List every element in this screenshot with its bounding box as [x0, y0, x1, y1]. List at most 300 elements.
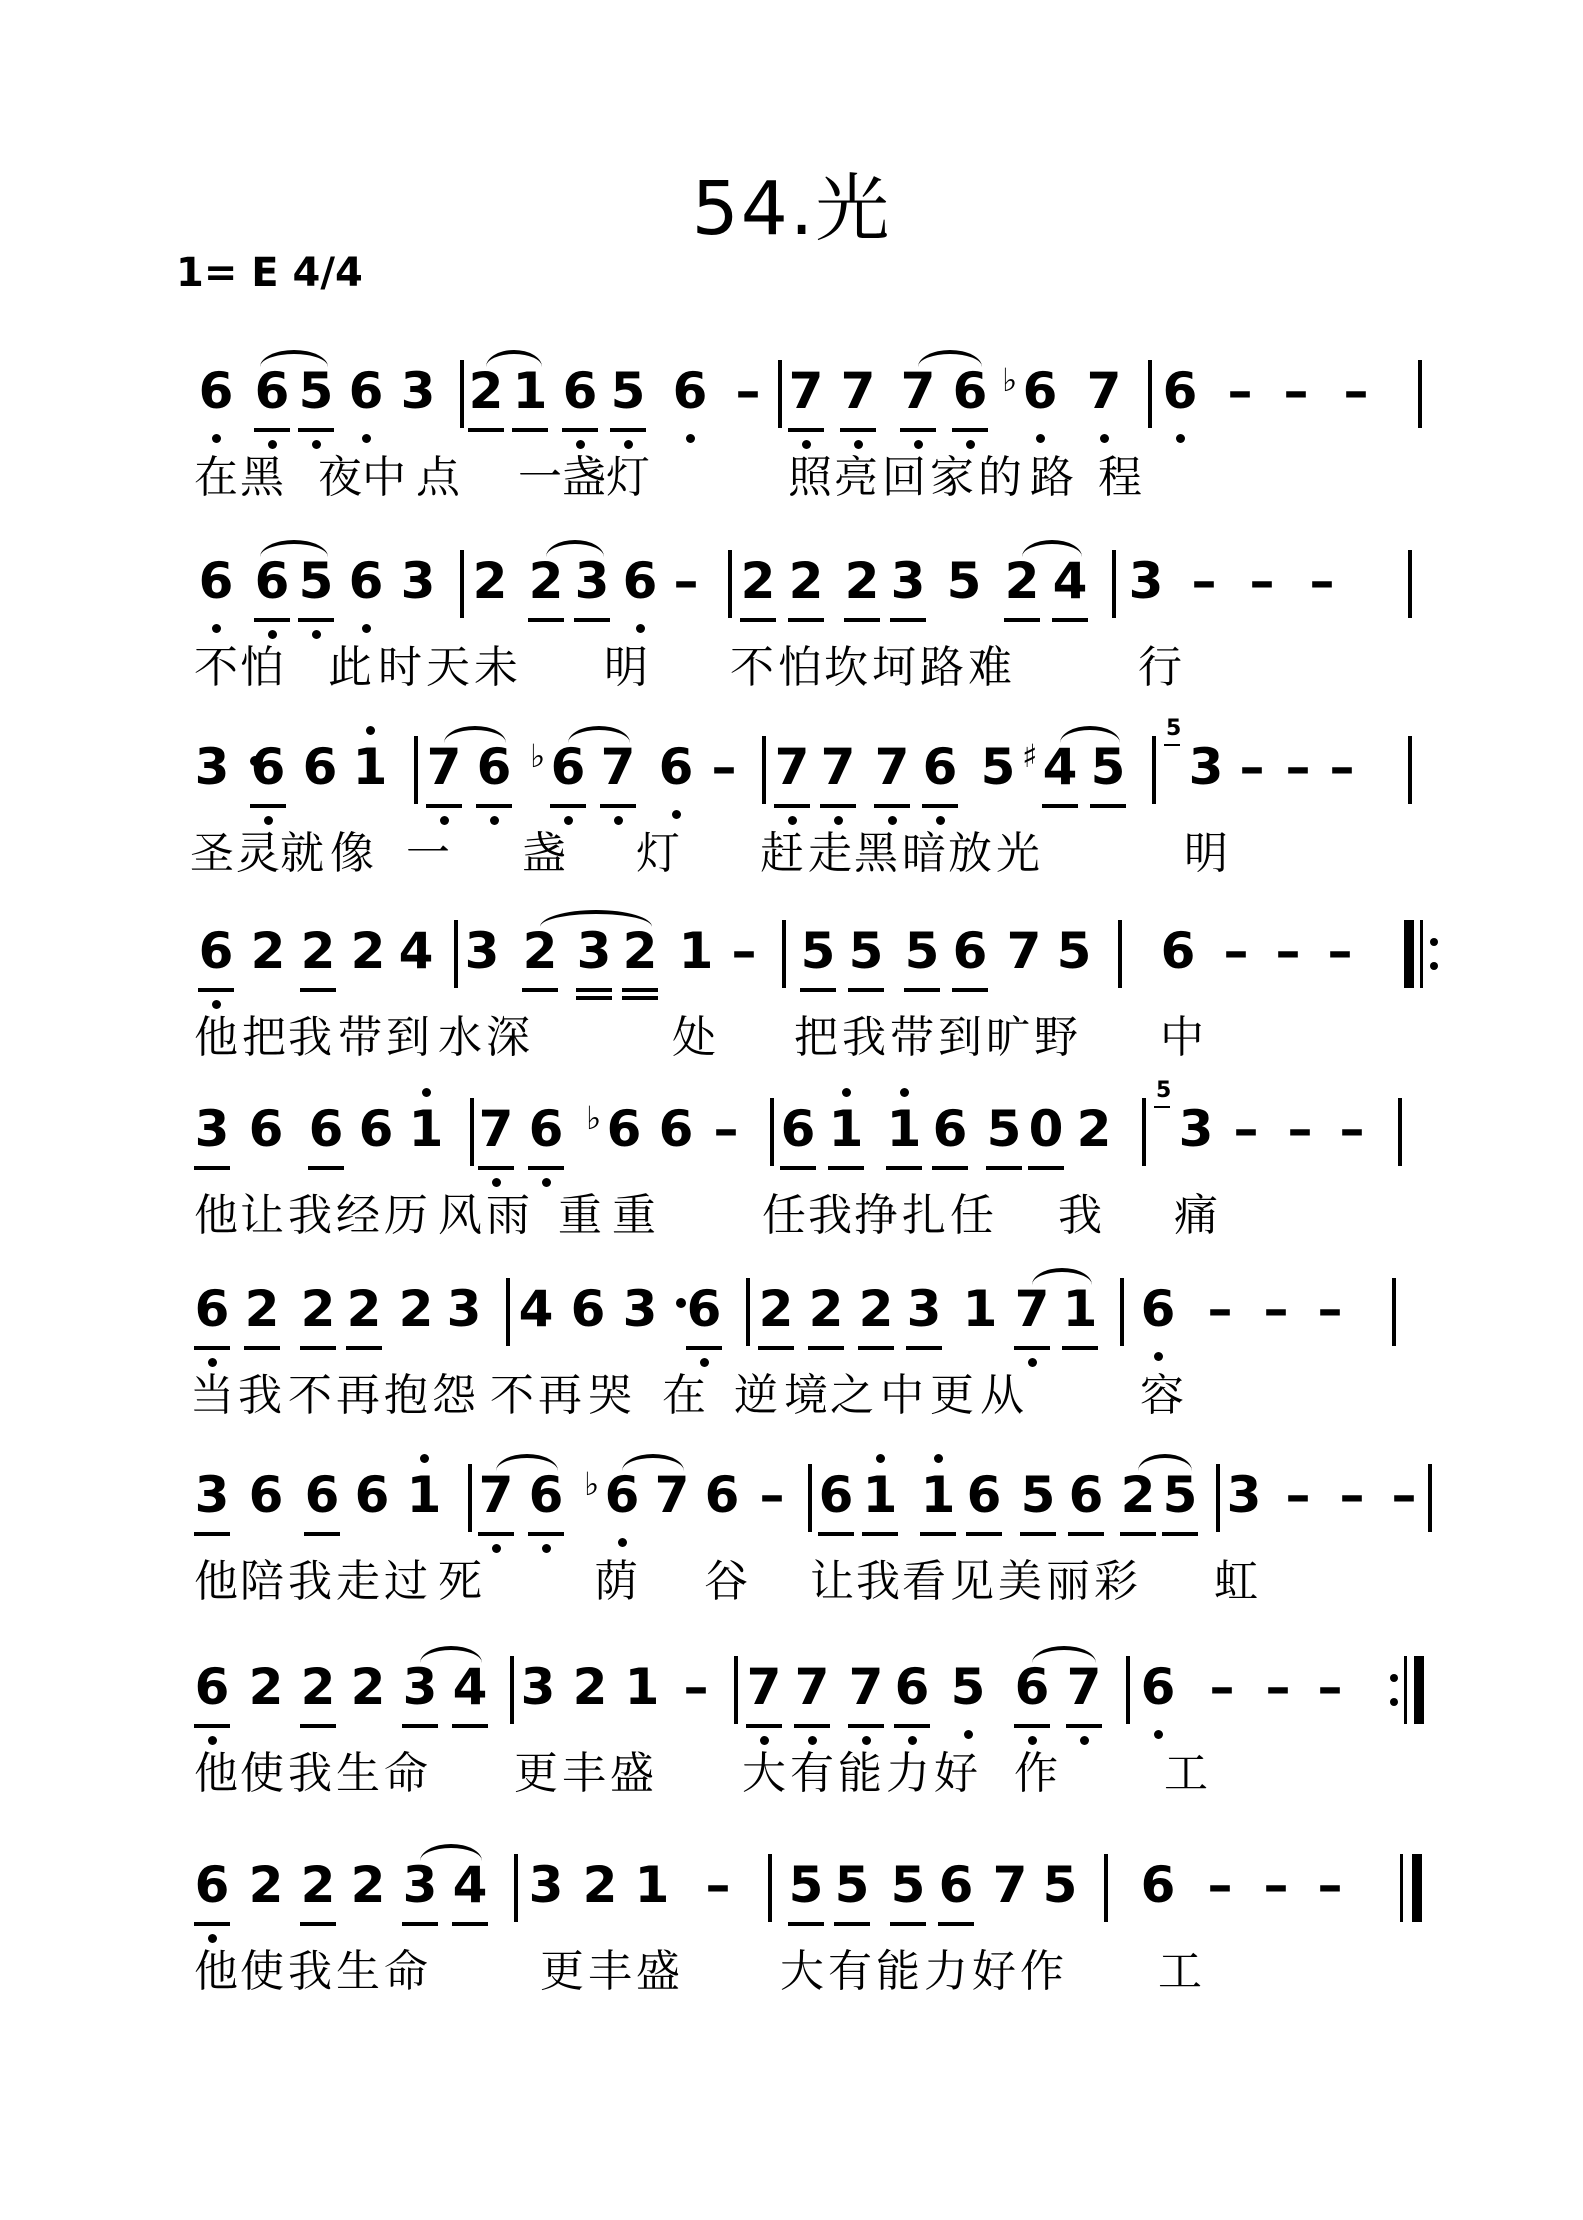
- note-digit: 6: [348, 362, 384, 420]
- underline: [746, 1724, 782, 1728]
- lyric-syllable: 光: [996, 828, 1040, 879]
- note: [342, 530, 390, 650]
- underline: [562, 428, 598, 432]
- lyric-syllable: 命: [384, 1748, 428, 1799]
- barline: [1120, 1278, 1124, 1346]
- barline: [1408, 550, 1412, 618]
- notation-line: [0, 1444, 1583, 1564]
- note: [672, 900, 720, 1020]
- octave-down-dot: [618, 1538, 627, 1547]
- key-signature: 1= E 4/4: [176, 250, 363, 296]
- note: [974, 716, 1022, 836]
- note-digit: 5: [800, 922, 836, 980]
- lyric-syllable: 陪: [240, 1556, 284, 1607]
- note: [782, 340, 830, 460]
- slur: [444, 726, 506, 760]
- note-digit: 4: [1042, 738, 1078, 796]
- underline: [254, 428, 290, 432]
- lyric-syllable: 带: [338, 1012, 382, 1063]
- octave-down-dot: [492, 1178, 501, 1187]
- note: [188, 1444, 236, 1564]
- note-digit: 3: [402, 1658, 438, 1716]
- underline: [522, 988, 558, 992]
- note: [242, 1078, 290, 1198]
- octave-down-dot: [1154, 1730, 1163, 1739]
- lyric-syllable: 中: [1160, 1012, 1204, 1063]
- dash-extension: [700, 716, 748, 836]
- note: [880, 1078, 928, 1198]
- lyric-syllable: 一: [518, 452, 562, 503]
- note: [768, 716, 816, 836]
- lyric-syllable: 他: [194, 1012, 238, 1063]
- underline: [788, 1922, 824, 1926]
- note: [514, 1636, 562, 1756]
- note-digit: 2: [1076, 1100, 1112, 1158]
- note-digit: –: [1209, 1658, 1235, 1716]
- lyric-syllable: 虹: [1214, 1556, 1258, 1607]
- note-digit: 0: [1028, 1100, 1064, 1158]
- lyric-syllable: 灯: [606, 452, 650, 503]
- note-digit: 5: [950, 1658, 986, 1716]
- note-digit: 6: [1014, 1658, 1050, 1716]
- lyric-syllable: 有: [828, 1946, 872, 1997]
- note: [868, 716, 916, 836]
- note-digit: 1: [828, 1100, 864, 1158]
- underline: [426, 804, 462, 808]
- repeat-dot: [1390, 1698, 1398, 1706]
- note-digit: –: [1287, 1100, 1313, 1158]
- lyric-syllable: 黑: [240, 452, 284, 503]
- lyric-syllable: 从: [980, 1370, 1024, 1421]
- underline: [528, 1166, 564, 1170]
- underline: [904, 988, 940, 992]
- note-digit: 5: [834, 1856, 870, 1914]
- lyric-syllable: 我: [288, 1946, 332, 1997]
- note: [828, 1834, 876, 1954]
- note: [616, 530, 664, 650]
- lyric-syllable: 盛: [610, 1748, 654, 1799]
- lyric-syllable: 灵: [236, 828, 280, 879]
- barline: [1398, 1098, 1402, 1166]
- note-digit: 1: [634, 1856, 670, 1914]
- octave-down-dot: [862, 1736, 871, 1745]
- octave-down-dot: [312, 440, 321, 449]
- note-digit: 6: [476, 738, 512, 796]
- lyric-syllable: 黑: [854, 828, 898, 879]
- lyric-syllable: 大: [780, 1946, 824, 1997]
- lyric-syllable: 让: [810, 1556, 854, 1607]
- underline: [886, 1166, 922, 1170]
- note-digit: 2: [758, 1280, 794, 1338]
- note-digit: 6: [198, 552, 234, 610]
- note-digit: 1: [624, 1658, 660, 1716]
- underline: [528, 618, 564, 622]
- underline: [900, 428, 936, 432]
- grace-note-line: [1164, 744, 1180, 746]
- barline: [414, 736, 418, 804]
- underline: [308, 1166, 344, 1170]
- note: [842, 900, 890, 1020]
- octave-down-dot: [888, 816, 897, 825]
- note-digit: 2: [844, 552, 880, 610]
- octave-down-dot: [1154, 1352, 1163, 1361]
- note: [394, 530, 442, 650]
- repeat-dot: [1430, 938, 1438, 946]
- slur: [496, 1454, 558, 1488]
- underline: [194, 1346, 230, 1350]
- underline: [938, 1922, 974, 1926]
- octave-down-dot: [854, 440, 863, 449]
- lyric-syllable: 当: [190, 1370, 234, 1421]
- note: [1156, 340, 1204, 460]
- underline: [600, 804, 636, 808]
- underline: [920, 1532, 956, 1536]
- note-digit: 2: [398, 1280, 434, 1338]
- note-digit: 3: [1188, 738, 1224, 796]
- slur: [1032, 1268, 1092, 1302]
- dash-extension: [724, 340, 772, 460]
- lyric-syllable: 程: [1098, 452, 1142, 503]
- note: [812, 1444, 860, 1564]
- dash-extension: [662, 530, 710, 650]
- notation-line: [0, 716, 1583, 836]
- lyric-syllable: 生: [336, 1946, 380, 1997]
- slur: [622, 1454, 684, 1488]
- note: [946, 900, 994, 1020]
- note-digit: –: [713, 1100, 739, 1158]
- note: [932, 1834, 980, 1954]
- lyric-syllable: 不: [730, 642, 774, 693]
- underline: [622, 988, 658, 992]
- note-digit: 4: [452, 1658, 488, 1716]
- octave-down-dot: [268, 440, 277, 449]
- barline: [1148, 360, 1152, 428]
- notation-line: [0, 1636, 1583, 1756]
- octave-down-dot: [908, 1736, 917, 1745]
- note-digit: –: [1391, 1466, 1417, 1524]
- note: [576, 1834, 624, 1954]
- dash-extension: [1196, 1834, 1244, 1954]
- underline: [1090, 804, 1126, 808]
- lyric-syllable: 哭: [588, 1370, 632, 1421]
- octave-down-dot: [672, 810, 681, 819]
- underline: [858, 1346, 894, 1350]
- lyric-syllable: 回: [882, 452, 926, 503]
- octave-down-dot: [760, 1736, 769, 1745]
- lyric-syllable: 就: [280, 828, 324, 879]
- dash-extension: [1276, 1078, 1324, 1198]
- dash-extension: [1264, 900, 1312, 1020]
- note-digit: –: [1223, 922, 1249, 980]
- note-digit: 7: [992, 1856, 1028, 1914]
- final-thin-barline: [1400, 1854, 1403, 1922]
- octave-down-dot: [208, 1934, 217, 1943]
- note-digit: 6: [254, 552, 290, 610]
- underline: [848, 1724, 884, 1728]
- note: [822, 1078, 870, 1198]
- barline: [728, 550, 732, 618]
- note-digit: 2: [248, 1856, 284, 1914]
- note-digit: 6: [658, 738, 694, 796]
- lyric-syllable: 能: [876, 1946, 920, 1997]
- lyric-syllable: 不: [490, 1370, 534, 1421]
- octave-down-dot: [808, 1736, 817, 1745]
- underline: [740, 618, 776, 622]
- note: [666, 340, 714, 460]
- dash-extension: [1216, 340, 1264, 460]
- octave-down-dot: [1036, 434, 1045, 443]
- note: [348, 1444, 396, 1564]
- note-digit: 6: [528, 1466, 564, 1524]
- note: [618, 1636, 666, 1756]
- note-digit: 3: [1226, 1466, 1262, 1524]
- note: [244, 900, 292, 1020]
- note: [616, 1258, 664, 1378]
- note-digit: 2: [528, 552, 564, 610]
- note-digit: –: [1285, 738, 1311, 796]
- underline: [402, 1922, 438, 1926]
- note-digit: 3: [1178, 1100, 1214, 1158]
- note-digit: 3: [446, 1280, 482, 1338]
- barline: [1104, 1854, 1108, 1922]
- underline: [808, 1346, 844, 1350]
- barline: [782, 920, 786, 988]
- score-row: [0, 900, 1583, 1100]
- octave-down-dot: [700, 1358, 709, 1367]
- note: [834, 340, 882, 460]
- note: [244, 716, 292, 836]
- octave-down-dot: [614, 816, 623, 825]
- lyric-syllable: 路: [920, 642, 964, 693]
- lyric-syllable: 有: [790, 1748, 834, 1799]
- note-digit: 5: [848, 922, 884, 980]
- note-digit: 5: [610, 362, 646, 420]
- note-digit: 2: [740, 552, 776, 610]
- lyric-syllable: 让: [240, 1190, 284, 1241]
- barline: [1112, 550, 1116, 618]
- note-digit: 5: [298, 362, 334, 420]
- note-digit: 6: [1140, 1658, 1176, 1716]
- note-digit: 6: [198, 362, 234, 420]
- note-digit: –: [1263, 1280, 1289, 1338]
- lyric-syllable: 更: [930, 1370, 974, 1421]
- note-digit: 2: [350, 922, 386, 980]
- lyric-syllable: 看: [902, 1556, 946, 1607]
- underline: [478, 1532, 514, 1536]
- lyric-syllable: 明: [1184, 828, 1228, 879]
- lyric-syllable: 明: [604, 642, 648, 693]
- dash-extension: [1252, 1834, 1300, 1954]
- underline: [894, 1724, 930, 1728]
- octave-down-dot: [490, 816, 499, 825]
- lyric-syllable: 扎: [902, 1190, 946, 1241]
- grace-note: 5: [1166, 716, 1182, 741]
- note: [916, 716, 964, 836]
- dash-extension: [1222, 1078, 1270, 1198]
- lyric-syllable: 丰: [588, 1946, 632, 1997]
- note-digit: 6: [248, 1100, 284, 1158]
- slur: [540, 910, 652, 944]
- barline: [514, 1854, 518, 1922]
- score-row: [0, 1078, 1583, 1278]
- note-digit: 3: [194, 1466, 230, 1524]
- underline: [476, 804, 512, 808]
- note: [342, 340, 390, 460]
- note-digit: 6: [198, 922, 234, 980]
- lyric-syllable: 重: [612, 1190, 656, 1241]
- lyric-syllable: 夜: [318, 452, 362, 503]
- note: [838, 530, 886, 650]
- note-digit: 5: [1020, 1466, 1056, 1524]
- note: [960, 1444, 1008, 1564]
- note-digit: 2: [468, 362, 504, 420]
- note-digit: –: [1233, 1100, 1259, 1158]
- note-digit: –: [1309, 552, 1335, 610]
- note-digit: 3: [464, 922, 500, 980]
- octave-down-dot: [362, 624, 371, 633]
- lyric-syllable: 使: [240, 1748, 284, 1799]
- underline: [834, 1922, 870, 1926]
- underline: [194, 1166, 230, 1170]
- octave-down-dot: [936, 816, 945, 825]
- note-digit: –: [683, 1658, 709, 1716]
- slur: [1060, 726, 1120, 760]
- lyric-syllable: 美: [998, 1556, 1042, 1607]
- octave-down-dot: [788, 816, 797, 825]
- note-digit: –: [1263, 1856, 1289, 1914]
- note: [1134, 1258, 1182, 1378]
- lyric-syllable: 风: [438, 1190, 482, 1241]
- barline: [1118, 920, 1122, 988]
- barline: [1408, 736, 1412, 804]
- underline: [1066, 1724, 1102, 1728]
- note-digit: 1: [406, 1466, 442, 1524]
- lyric-syllable: 他: [194, 1190, 238, 1241]
- note-digit: 3: [402, 1856, 438, 1914]
- note-digit: 7: [788, 362, 824, 420]
- octave-up-dot: [420, 1454, 429, 1463]
- note: [680, 1258, 728, 1378]
- note-digit: 5: [904, 922, 940, 980]
- dash-extension: [1298, 530, 1346, 650]
- note-digit: 7: [840, 362, 876, 420]
- note-digit: 5: [1162, 1466, 1198, 1524]
- score-row: [0, 340, 1583, 540]
- note: [926, 1078, 974, 1198]
- note-digit: –: [1317, 1856, 1343, 1914]
- dash-extension: [1196, 1258, 1244, 1378]
- note-digit: 2: [350, 1856, 386, 1914]
- lyric-syllable: 走: [336, 1556, 380, 1607]
- lyric-syllable: 暗: [902, 828, 946, 879]
- note-digit: 2: [350, 1658, 386, 1716]
- note-digit: 2: [1004, 552, 1040, 610]
- note-digit: 6: [1140, 1856, 1176, 1914]
- lyric-syllable: 过: [384, 1556, 428, 1607]
- dash-extension: [1328, 1078, 1376, 1198]
- note-digit: 6: [952, 922, 988, 980]
- octave-up-dot: [422, 1088, 431, 1097]
- note-digit: 5: [986, 1100, 1022, 1158]
- underline: [254, 618, 290, 622]
- note: [188, 1258, 236, 1378]
- barline: [1152, 736, 1156, 804]
- note-digit: –: [759, 1466, 785, 1524]
- note: [344, 900, 392, 1020]
- note-digit: 7: [1086, 362, 1122, 420]
- note: [294, 1636, 342, 1756]
- note-digit: 7: [1006, 922, 1042, 980]
- underline: [774, 804, 810, 808]
- notation-line: [0, 1078, 1583, 1198]
- dash-extension: [1332, 340, 1380, 460]
- slur: [546, 540, 604, 574]
- note-digit: 6: [194, 1658, 230, 1716]
- note-digit: 5: [890, 1856, 926, 1914]
- note-digit: 6: [348, 552, 384, 610]
- note-digit: –: [1275, 922, 1301, 980]
- note: [242, 1636, 290, 1756]
- slur: [260, 350, 328, 384]
- repeat-end-thin-barline: [1404, 1656, 1407, 1724]
- note-digit: 6: [1068, 1466, 1104, 1524]
- lyric-syllable: 大: [742, 1748, 786, 1799]
- note-digit: 1: [920, 1466, 956, 1524]
- note: [522, 1834, 570, 1954]
- underline: [890, 1922, 926, 1926]
- note: [898, 900, 946, 1020]
- lyric-syllable: 中: [362, 452, 406, 503]
- underline: [686, 1346, 722, 1350]
- note-digit: –: [731, 922, 757, 980]
- underline: [844, 618, 880, 622]
- underline: [1014, 1346, 1050, 1350]
- underline: [194, 1724, 230, 1728]
- note: [628, 1834, 676, 1954]
- lyric-syllable: 雨: [486, 1190, 530, 1241]
- note: [344, 1834, 392, 1954]
- note: [884, 530, 932, 650]
- underline: [194, 1532, 230, 1536]
- lyric-syllable: 作: [1014, 1748, 1058, 1799]
- underline: [1042, 804, 1078, 808]
- note: [980, 1078, 1028, 1198]
- underline: [906, 1346, 942, 1350]
- note-digit: 6: [194, 1856, 230, 1914]
- lyric-syllable: 一: [406, 828, 450, 879]
- note-digit: –: [1265, 1658, 1291, 1716]
- lyric-syllable: 荫: [594, 1556, 638, 1607]
- note: [1014, 1444, 1062, 1564]
- lyric-syllable: 我: [288, 1012, 332, 1063]
- note-digit: –: [735, 362, 761, 420]
- note-digit: 6: [1162, 362, 1198, 420]
- note: [698, 1444, 746, 1564]
- note-digit: 4: [1052, 552, 1088, 610]
- note: [856, 1444, 904, 1564]
- note-digit: 3: [194, 738, 230, 796]
- lyric-syllable: 路: [1030, 452, 1074, 503]
- note-digit: 6: [358, 1100, 394, 1158]
- lyric-syllable: 逆: [734, 1370, 778, 1421]
- lyric-syllable: 坎: [824, 642, 868, 693]
- underline: [818, 1532, 854, 1536]
- dash-extension: [748, 1444, 796, 1564]
- lyric-syllable: 坷: [872, 642, 916, 693]
- lyric-syllable: 好: [972, 1946, 1016, 1997]
- note-digit: –: [1227, 362, 1253, 420]
- underline: [788, 618, 824, 622]
